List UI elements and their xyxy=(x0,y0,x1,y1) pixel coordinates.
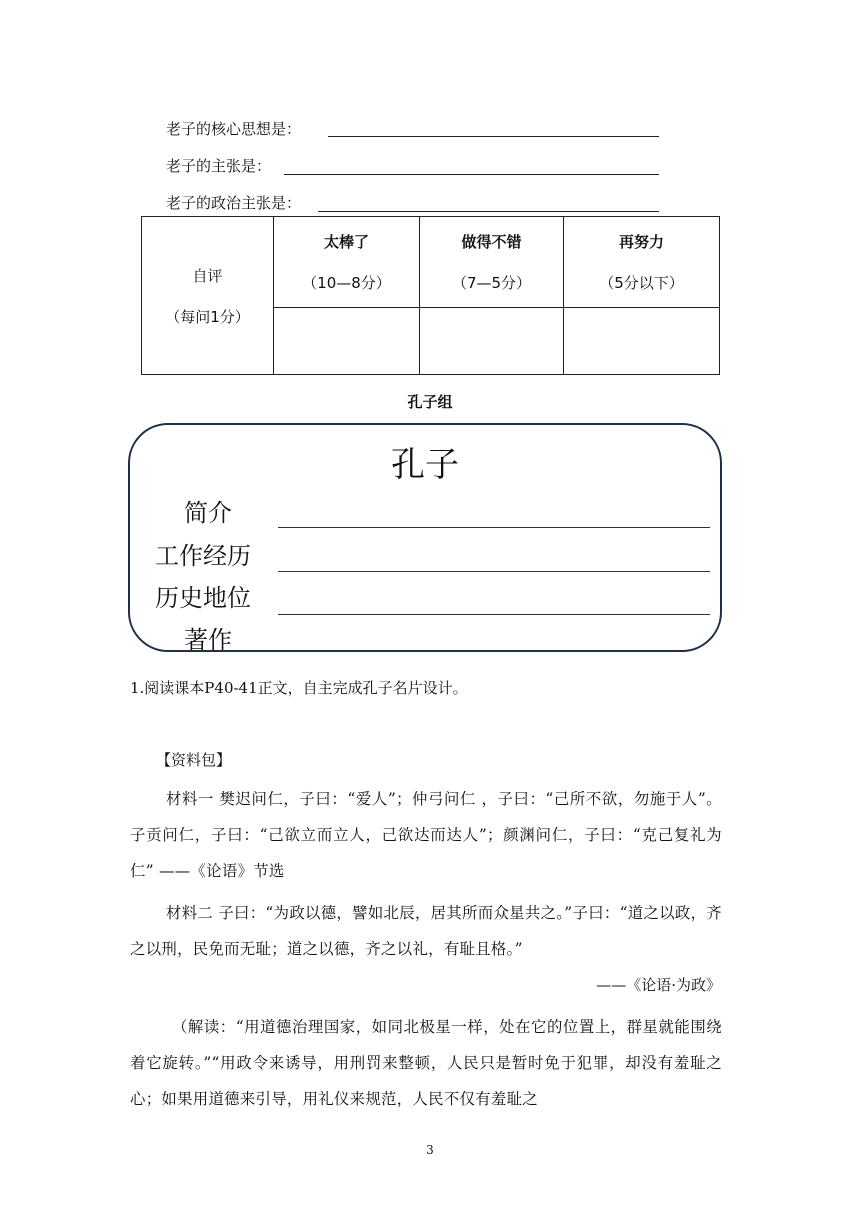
resource-heading: 【资料包】 xyxy=(156,751,232,769)
self-evaluation-table xyxy=(141,216,720,375)
question-core-idea: 老子的核心思想是： xyxy=(166,120,302,138)
column-excellent: 太棒了 （10—8分） xyxy=(274,217,420,308)
question-political-proposition: 老子的政治主张是： xyxy=(166,194,302,212)
card-label-works: 著作 xyxy=(184,626,232,654)
card-label-historical-status: 历史地位 xyxy=(155,584,251,612)
answer-line-core-idea[interactable] xyxy=(328,136,659,137)
card-label-intro: 简介 xyxy=(184,499,232,527)
score-cell-good[interactable] xyxy=(420,308,564,375)
card-line-career[interactable] xyxy=(278,571,710,572)
material-one: 材料一 樊迟问仁，子曰：“爱人”；仲弓问仁 ，子曰：“己所不欲，勿施于人”。子贡问仁，子曰：“己欲立而立人，己欲达而达人”；颜渊问仁，子曰：“克己复礼为仁” ——《论语》节选 xyxy=(130,790,722,880)
score-cell-try-harder[interactable] xyxy=(564,308,720,375)
material-two: 材料二 子曰：“为政以德，譬如北辰，居其所而众星共之。”子曰：“道之以政，齐之以刑，民免而无耻；道之以德，齐之以礼，有耻且格。” xyxy=(130,904,722,958)
card-title: 孔子 xyxy=(391,445,459,485)
card-label-career: 工作经历 xyxy=(155,542,251,570)
answer-line-proposition[interactable] xyxy=(284,174,659,175)
page-number: 3 xyxy=(426,1143,434,1157)
material-two-source: ——《论语·为政》 xyxy=(596,976,721,994)
card-line-historical-status[interactable] xyxy=(278,614,710,615)
confucius-name-card xyxy=(128,423,722,652)
column-try-harder: 再努力 （5分以下） xyxy=(564,217,720,308)
card-line-intro[interactable] xyxy=(278,527,710,528)
instruction-text: 1.阅读课本P40-41正文，自主完成孔子名片设计。 xyxy=(130,679,468,697)
answer-line-political-proposition[interactable] xyxy=(318,211,659,212)
question-proposition: 老子的主张是： xyxy=(166,157,272,175)
group-label: 孔子组 xyxy=(407,393,453,411)
score-cell-excellent[interactable] xyxy=(274,308,420,375)
column-good: 做得不错 （7—5分） xyxy=(420,217,564,308)
interpretation-text: （解读：“用道德治理国家，如同北极星一样，处在它的位置上，群星就能围绕着它旋转。”“用政令来诱导，用刑罚来整顿，人民只是暂时免于犯罪，却没有羞耻之心；如果用道德来引导，用礼仪来规范，人民不仅有羞耻之 xyxy=(130,1018,722,1108)
row-header-self-eval: 自评 （每问1分） xyxy=(142,217,274,375)
